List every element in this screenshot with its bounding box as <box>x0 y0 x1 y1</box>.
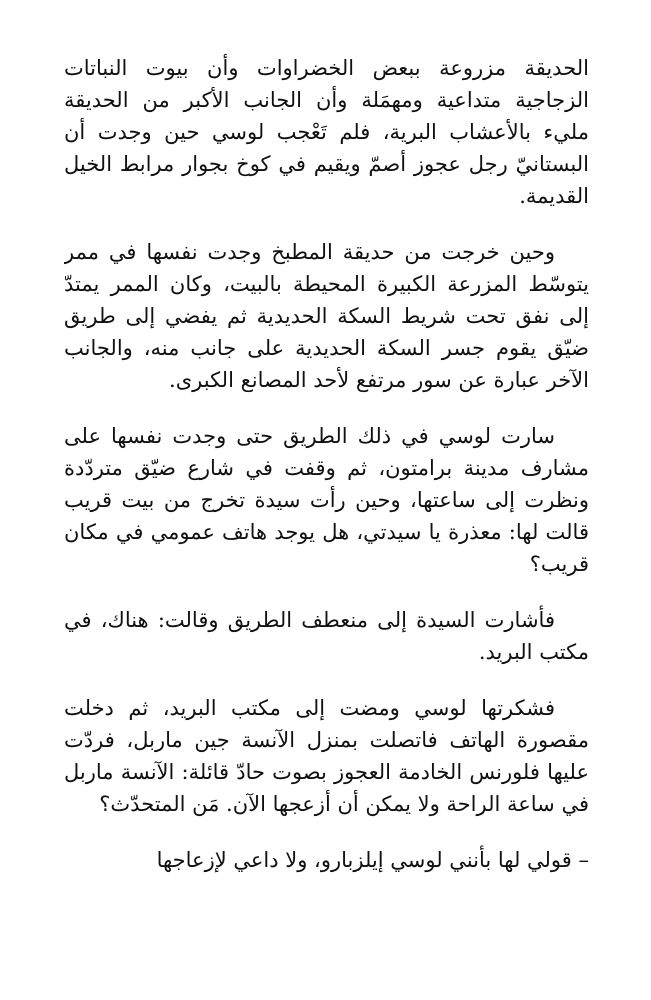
paragraph-2: وحين خرجت من حديقة المطبخ وجدت نفسها في ممر يتوسّط المزرعة الكبيرة المحيطة بالبيت، وكان الممر يمتدّ إلى نفق تحت شريط السكة الحديدية ثم يفضي إلى طريق ضيّق يقوم جسر السكة الحديدية على جانب منه، والجانب الآخر عبارة عن سور مرتفع لأحد المصانع الكبرى. <box>64 240 589 392</box>
paragraph-3: سارت لوسي في ذلك الطريق حتى وجدت نفسها على مشارف مدينة برامتون، ثم وقفت في شارع ضيّق متردّدة ونظرت إلى ساعتها، وحين رأت سيدة تخرج من بيت قريب قالت لها: معذرة يا سيدتي، هل يوجد هاتف عمومي في مكان قريب؟ <box>64 424 589 576</box>
paragraph-1: الحديقة مزروعة ببعض الخضراوات وأن بيوت النباتات الزجاجية متداعية ومهمَلة وأن الجانب الأكبر من الحديقة مليء بالأعشاب البرية، فلم تَعْجب لوسي حين وجدت أن البستانيّ رجل عجوز أصمّ ويقيم في كوخ بجوار مرابط الخيل القديمة. <box>64 56 589 208</box>
document-page <box>64 52 589 992</box>
paragraph-6: – قولي لها بأنني لوسي إيلزبارو، ولا داعي لإزعاجها <box>156 848 589 872</box>
paragraph-5: فشكرتها لوسي ومضت إلى مكتب البريد، ثم دخلت مقصورة الهاتف فاتصلت بمنزل الآنسة جين ماربل، فردّت عليها فلورنس الخادمة العجوز بصوت حادّ قائلة: الآنسة ماربل في ساعة الراحة ولا يمكن أن أزعجها الآن. مَن المتحدّث؟ <box>64 696 589 816</box>
paragraph-4: فأشارت السيدة إلى منعطف الطريق وقالت: هناك، في مكتب البريد. <box>64 608 589 664</box>
